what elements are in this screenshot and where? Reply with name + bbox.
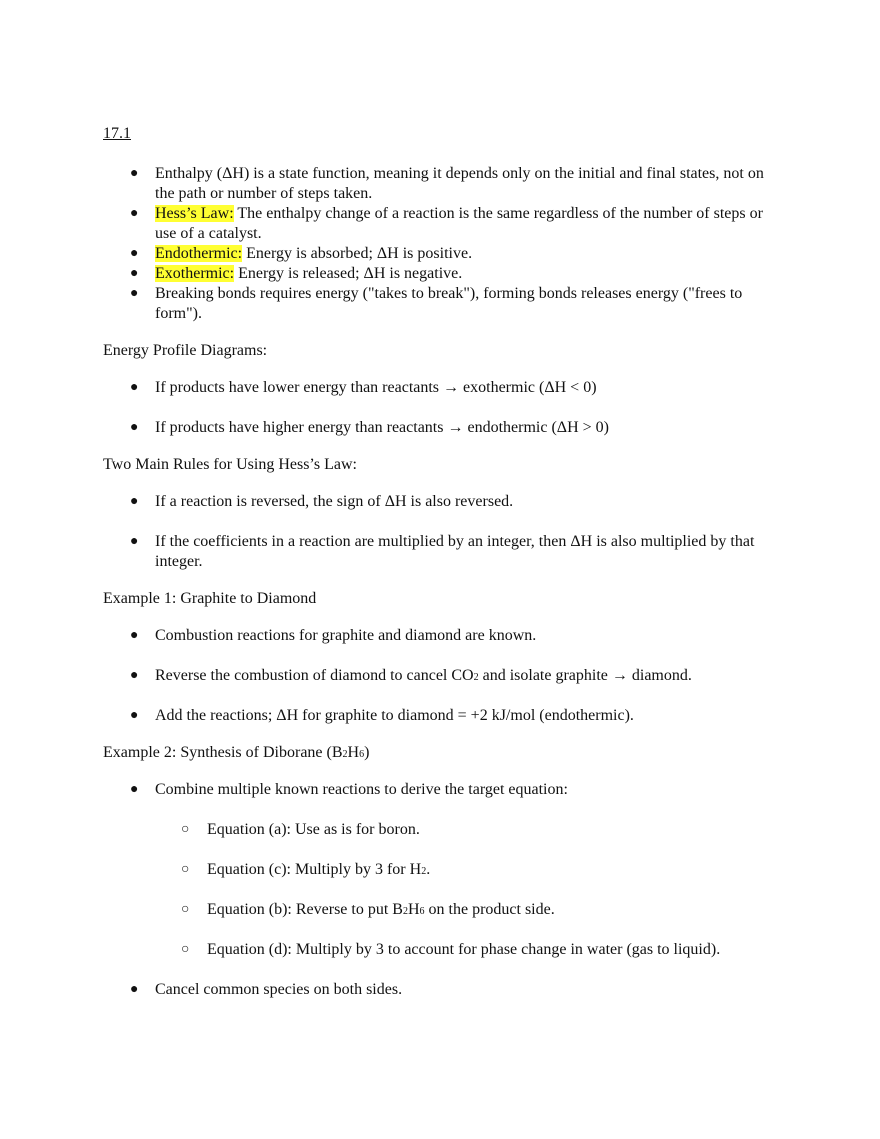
sub-bullet-icon: ○ (181, 862, 190, 877)
text-run: H (347, 744, 360, 761)
highlighted-term: Exothermic: (155, 265, 235, 282)
section-title-energy-profile: Energy Profile Diagrams: (103, 342, 268, 359)
subscript: 6 (359, 749, 365, 760)
bullet-icon: ● (130, 286, 139, 301)
sub-bullet-icon: ○ (181, 902, 190, 917)
definition-text: The enthalpy change of a reaction is the same regardless of the number of steps or use of a catalyst. (155, 205, 763, 242)
list-item-exothermic-profile: If products have lower energy than reactants → exothermic (ΔH < 0) (155, 379, 597, 396)
section-title-rules: Two Main Rules for Using Hess’s Law: (103, 456, 357, 473)
text-run: on the product side. (424, 901, 555, 918)
list-item-rule-reverse: If a reaction is reversed, the sign of ΔH is also reversed. (155, 493, 514, 510)
list-item-enthalpy: Enthalpy (ΔH) is a state function, meaning it depends only on the initial and final states, not on the path or number of steps taken. (155, 165, 764, 202)
bullet-icon: ● (130, 494, 139, 509)
text-run: . (426, 861, 431, 878)
list-item-rule-multiply: If the coefficients in a reaction are multiplied by an integer, then ΔH is also multiplied by that integer. (155, 533, 755, 570)
bullet-icon: ● (130, 420, 139, 435)
bullet-icon: ● (130, 628, 139, 643)
sub-list-item-equation-b (207, 900, 787, 920)
sub-list-item-equation-a: Equation (a): Use as is for boron. (207, 821, 420, 838)
text-run: Equation (c): Multiply by 3 for H (207, 861, 422, 878)
sub-list-item-equation-d: Equation (d): Multiply by 3 to account for phase change in water (gas to liquid). (207, 941, 721, 958)
subscript: 2 (402, 906, 408, 917)
text-run: Example 2: Synthesis of Diborane (B (103, 744, 343, 761)
subscript: 2 (342, 749, 348, 760)
list-item-add-reactions: Add the reactions; ΔH for graphite to diamond = +2 kJ/mol (endothermic). (155, 707, 634, 724)
list-item-exothermic (155, 264, 780, 284)
bullet-icon: ● (130, 266, 139, 281)
definition-text: Energy is absorbed; ΔH is positive. (242, 245, 473, 262)
bullet-icon: ● (130, 166, 139, 181)
list-item-endothermic (155, 244, 780, 264)
list-item-reverse-combustion (155, 666, 780, 686)
subscript: 6 (419, 906, 425, 917)
text-run: Reverse the combustion of diamond to cancel CO (155, 667, 474, 684)
subscript: 2 (473, 672, 479, 683)
bullet-icon: ● (130, 708, 139, 723)
bullet-icon: ● (130, 668, 139, 683)
sub-bullet-icon: ○ (181, 942, 190, 957)
list-item-bonds: Breaking bonds requires energy ("takes to break"), forming bonds releases energy ("frees to form"). (155, 285, 743, 322)
bullet-icon: ● (130, 982, 139, 997)
bullet-icon: ● (130, 782, 139, 797)
text-run: H (407, 901, 420, 918)
list-item-combustion: Combustion reactions for graphite and diamond are known. (155, 627, 537, 644)
sub-bullet-icon: ○ (181, 822, 190, 837)
subscript: 2 (421, 866, 427, 877)
section-title-example-1: Example 1: Graphite to Diamond (103, 590, 317, 607)
bullet-icon: ● (130, 246, 139, 261)
text-run: Equation (b): Reverse to put B (207, 901, 403, 918)
bullet-icon: ● (130, 206, 139, 221)
list-item-hess-law (155, 204, 780, 244)
list-item-combine-reactions: Combine multiple known reactions to derive the target equation: (155, 781, 568, 798)
sub-list-item-equation-c (207, 860, 787, 880)
section-heading: 17.1 (103, 125, 131, 142)
list-item-endothermic-profile: If products have higher energy than reactants → endothermic (ΔH > 0) (155, 419, 609, 436)
text-run: ) (364, 744, 370, 761)
text-run: and isolate graphite → diamond. (478, 667, 692, 684)
highlighted-term: Hess’s Law: (155, 205, 234, 222)
highlighted-term: Endothermic: (155, 245, 243, 262)
bullet-icon: ● (130, 534, 139, 549)
list-item-cancel-species: Cancel common species on both sides. (155, 981, 403, 998)
section-title-example-2 (103, 743, 369, 763)
definition-text: Energy is released; ΔH is negative. (234, 265, 463, 282)
bullet-icon: ● (130, 380, 139, 395)
